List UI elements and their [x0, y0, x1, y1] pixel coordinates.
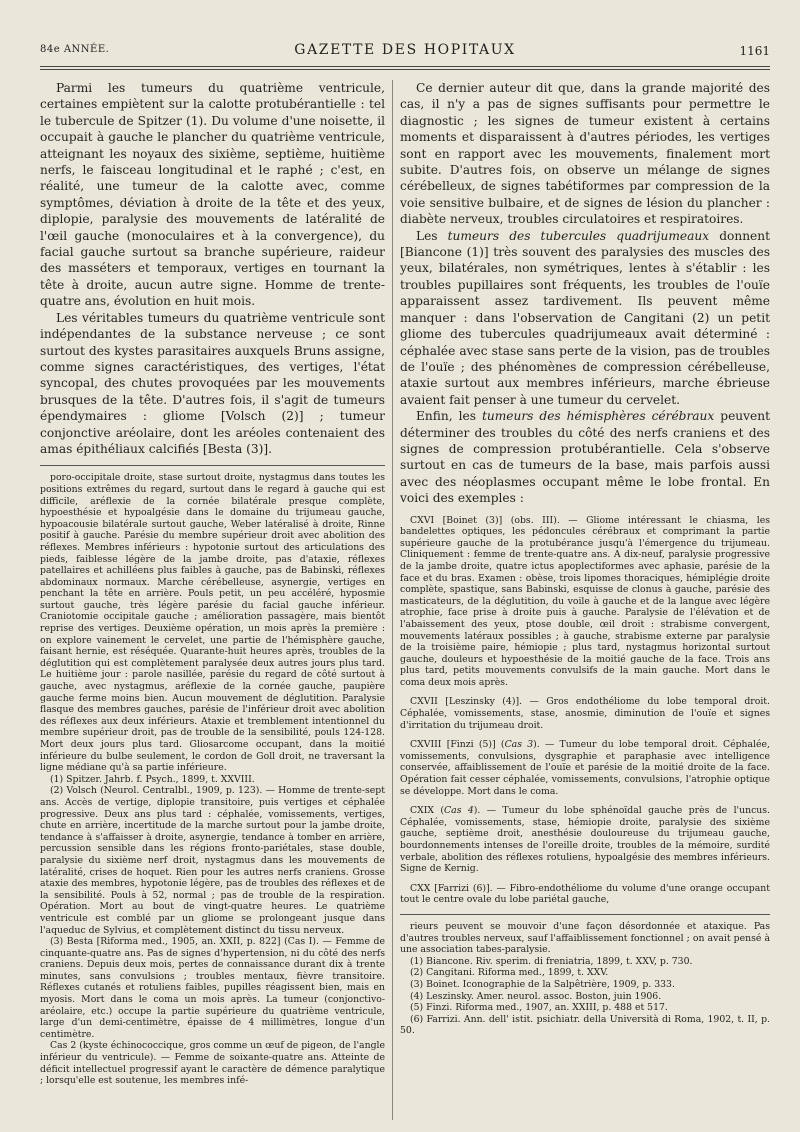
- footnote-3: (3) Besta [Riforma med., 1905, an. XXII, p. 822] (Cas I). — Femme de cinquante-quatre ans. Pas de signes d'hypertension, ni du côté des nerfs craniens. Depuis deux mois, pertes de connaissance durant dix à trente minutes, sans convulsions ; troubles mentaux, fièvre transitoire. Réflexes cutanés et rotuliens faibles, pupilles réagissent bien, mais en myosis. Mort dans le coma un mois après. La tumeur (conjonctivo-aréolaire, etc.) occupe la partie supérieure du quatrième ventricule, large d'un demi-centimètre, épaisse de 4 millimètres, longue d'un centimètre.: [40, 936, 385, 1040]
- journal-title: GAZETTE DES HOPITAUX: [294, 42, 516, 58]
- footnote-separator: [40, 465, 385, 466]
- paragraph-diagnosis: Ce dernier auteur dit que, dans la grande majorité des cas, il n'y a pas de signes suffisants pour permettre le diagnostic ; les signes de tumeur existent à certains moments et disparaissent à d'autres périodes, les vertiges sont en rapport avec les mouvements, finalement mort subite. D'autres fois, on observe un mélange de signes cérébelleux, de signes tabétiformes par compression de la voie sensitive bulbaire, et de signes de lésion du plancher : diabète nerveux, troubles circulatoires et respiratoires.: [400, 81, 770, 227]
- footnote-2: (2) Volsch (Neurol. Centralbl., 1909, p. 123). — Homme de trente-sept ans. Accès de vertige, diplopie transitoire, puis vertiges et céphalée progressive. Deux ans plus tard : céphalée, vomissements, vertiges, chute en arrière, incertitude de la marche surtout pour la jambe droite, tendance à s'affaisser à droite, asynergie, tendance à tomber en arrière, percussion sensible dans les régions fronto-pariétales, stase double, paralysie du sixième nerf droit, nystagmus dans les mouvements de latéralité, crises de hoquet. Rien pour les autres nerfs craniens. Grosse ataxie des membres, hypotonie légère, pas de troubles des réflexes et de la sensibilité. Pouls à 52, normal ; pas de trouble de la respiration. Opération. Mort au bout de vingt-quatre heures. Le quatrième ventricule est comblé par un gliome se prolongeant jusque dans l'aqueduc de Sylvius, et complètement distinct du tissu nerveux.: [40, 785, 385, 936]
- header-rule-top: [40, 66, 770, 67]
- case-cxx: CXX [Farrizi (6)]. — Fibro-endothéliome du volume d'une orange occupant tout le centre ovale du lobe pariétal gauche,: [400, 882, 770, 906]
- paragraph-quadrigeminal-tumors: Les tumeurs des tubercules quadrijumeaux donnent [Biancone (1)] très souvent des paralysies des muscles des yeux, bilatérales, non symétriques, lentes à s'établir : les troubles pupillaires sont fréquents, les troubles de l'ouïe apparaissent assez tardivement. Ils peuvent même manquer : dans l'observation de Cangitani (2) un petit gliome des tubercules quadrijumeaux avait déterminé : céphalée avec stase sans perte de la vision, pas de troubles de l'ouïe ; des phénomènes de compression cérébelleuse, ataxie surtout aux membres inférieurs, marche ébrieuse avaient fait penser à une tumeur du cervelet.: [400, 228, 770, 407]
- case-cxix: CXIX (Cas 4). — Tumeur du lobe sphénoïdal gauche près de l'uncus. Céphalée, vomissements, stase, hémiopie droite, paralysie des sixième gauche, septième droit, anesthésie douloureuse du trijumeau gauche, bourdonnements intenses de l'oreille droite, troubles de la mémoire, surdité verbale, abolition des réflexes rotuliens, hypoalgésie des membres inférieurs. Signe de Kernig.: [400, 805, 770, 875]
- footnote-r2: (2) Cangitani. Riforma med., 1899, t. XXV.: [410, 967, 609, 979]
- term-hemispheres: tumeurs des hémisphères cérébraux: [481, 409, 715, 424]
- footnote-r6: (6) Farrizi. Ann. dell' istit. psichiatr. della Università di Roma, 1902, t. II, p. 50.: [400, 1013, 770, 1037]
- running-header: [40, 42, 770, 62]
- case-cxvi: CXVI [Boinet (3)] (obs. III). — Gliome intéressant le chiasma, les bandelettes optiques, les pédoncules cérébraux et comprimant la partie supérieure gauche de la protubérance jusqu'à l'émergence du trijumeau. Cliniquement : femme de trente-quatre ans. A dix-neuf, paralysie progressive de la jambe droite, quatre ictus apoplectiformes avec aphasie, parésie de la face et du bras. Examen : obèse, trois lipomes thoraciques, hémiplégie droite complète, spastique, sans Babinski, esquisse de clonus à gauche, parésie des masticateurs, de la déglutition, du voile à gauche et de la langue avec légère atrophie, face prise à droite puis à gauche. Paralysie de l'élévation et de l'abaissement des yeux, ptose double, œil droit : strabisme convergent, mouvements latéraux possibles ; à gauche, strabisme externe par paralysie de la troisième paire, hémiopie ; plus tard, nystagmus horizontal surtout gauche, douleurs et hypoesthésie de la moitié gauche de la face. Trois ans plus tard, petits mouvements convulsifs de la main gauche. Mort dans le coma deux mois après.: [400, 514, 770, 688]
- footnote-r1: (1) Biancone. Riv. sperim. di freniatria, 1899, t. XXV, p. 730.: [410, 955, 693, 967]
- case-cxviii: CXVIII [Finzi (5)] (Cas 3). — Tumeur du lobe temporal droit. Céphalée, vomissements, convulsions, dysgraphie et paraphasie avec intelligence conservée, affaiblissement de l'ouïe et parésie de la moitié droite de la face. Opération fait cesser céphalée, vomissements, convulsions, l'atrophie optique se développe. Mort dans le coma.: [400, 739, 770, 797]
- paragraph-fourth-ventricle-tumors: Parmi les tumeurs du quatrième ventricule, certaines empiètent sur la calotte protubérantielle : tel le tubercule de Spitzer (1). Du volume d'une noisette, il occupait à gauche le plancher du quatrième ventricule, atteignant les noyaux des sixième, septième, huitième nerfs, le faisceau longitudinal et le raphé ; c'est, en réalité, une tumeur de la calotte avec, comme symptômes, déviation à droite de la tête et des yeux, diplopie, paralysie des mouvements de latéralité de l'œil gauche (monoculaires et à la convergence), du facial gauche surtout sa branche supérieure, raideur des masséters et temporaux, vertiges en tournant la tête à droite, aucun autre signe. Homme de trente-quatre ans, évolution en huit mois.: [40, 81, 385, 309]
- footnote-continuation: poro-occipitale droite, stase surtout droite, nystagmus dans toutes les positions extrêmes du regard, surtout dans le regard à gauche qui est difficile, aréflexie de la cornée bilatérale presque complète, hypoesthésie et hypoalgésie dans le domaine du trijumeau gauche, hypoacousie bilatérale surtout gauche, Weber latéralisé à droite, Rinne positif à gauche. Parésie du membre supérieur droit avec abolition des réflexes. Membres inférieurs : hypotonie surtout des articulations des pieds, faiblesse légère de la jambe droite, pas d'ataxie, réflexes patellaires et achilléens plus faibles à gauche, pas de Babinski, réflexes abdominaux normaux. Marche cérébelleuse, asynergie, vertiges en penchant la tête en arrière. Pouls petit, un peu accéléré, hyposmie surtout gauche, très légère parésie du facial gauche inférieur. Craniotomie occipitale gauche ; amélioration passagère, mais bientôt reprise des vertiges. Deuxième opération, un mois après la première : on explore vainement le cervelet, une partie de l'hémisphère gauche, faisant hernie, est réséquée. Quarante-huit heures après, troubles de la déglutition qui est complètement paralysée deux autres jours plus tard. Le huitième jour : parole nasillée, parésie du regard de côté surtout à gauche, avec nystagmus, aréflexie de la cornée gauche, paupière gauche ferme moins bien. Aucun mouvement de déglutition. Paralysie flasque des membres gauches, parésie de l'inférieur droit avec abolition des réflexes aux deux inférieurs. Ataxie et tremblement intentionnel du membre supérieur droit, pas de trouble de la sensibilité, pouls 124-128. Mort deux jours plus tard. Gliosarcome occupant, dans la moitié inférieure du bulbe seulement, le cordon de Goll droit, ne traversant la ligne médiane qu'à sa partie inférieure.: [40, 472, 385, 774]
- footnote-continuation-right: rieurs peuvent se mouvoir d'une façon désordonnée et ataxique. Pas d'autres troubles nerveux, sauf l'affaiblissement fonctionnel ; on avait pensé à une association tabes-paralysie.: [400, 920, 770, 956]
- term-quadrigeminal: tumeurs des tubercules quadrijumeaux: [447, 228, 710, 243]
- footnote-3-case-2: Cas 2 (kyste échinococcique, gros comme un œuf de pigeon, de l'angle inférieur du ventricule). — Femme de soixante-quatre ans. Atteinte de déficit intellectuel progressif ayant le caractère de démence paralytique ; lorsqu'elle est soutenue, les membres infé-: [40, 1040, 385, 1087]
- paragraph-true-ventricle-tumors: Les véritables tumeurs du quatrième ventricule sont indépendantes de la substance nerveuse ; ce sont surtout des kystes parasitaires auxquels Bruns assigne, comme signes caractéristiques, des vertiges, l'état syncopal, des chutes provoquées par les mouvements brusques de la tête. D'autres fois, il s'agit de tumeurs épendymaires : gliome [Volsch (2)] ; tumeur conjonctive aréolaire, dont les aréoles contenaient des amas épithéliaux calcifiés [Besta (3)].: [40, 310, 385, 456]
- volume-label: 84e ANNÉE.: [40, 44, 110, 55]
- footnote-separator-right: [400, 914, 770, 915]
- case-cxvii: CXVII [Leszinsky (4)]. — Gros endothéliome du lobe temporal droit. Céphalée, vomissements, stase, anosmie, diminution de l'ouïe et signes d'irritation du trijumeau droit.: [400, 696, 770, 731]
- footnote-r3: (3) Boinet. Iconographie de la Salpêtrière, 1909, p. 333.: [410, 978, 675, 990]
- page-number: 1161: [739, 44, 770, 58]
- column-divider: [392, 80, 393, 1120]
- paragraph-hemisphere-tumors: Enfin, les tumeurs des hémisphères cérébraux peuvent déterminer des troubles du côté des nerfs craniens et des signes de compression protubérantielle. Cela s'observe surtout en cas de tumeurs de la base, mais parfois aussi avec des néoplasmes occupant même le lobe frontal. En voici des exemples :: [400, 409, 770, 506]
- footnote-r4: (4) Leszinsky. Amer. neurol. assoc. Boston, juin 1906.: [410, 990, 662, 1002]
- left-column: [40, 80, 385, 1087]
- footnote-1: (1) Spitzer. Jahrb. f. Psych., 1899, t. XXVIII.: [50, 773, 255, 785]
- header-rule-bottom: [40, 69, 770, 70]
- right-column: [400, 80, 770, 1037]
- footnote-r5: (5) Finzi. Riforma med., 1907, an. XXIII, p. 488 et 517.: [410, 1002, 668, 1014]
